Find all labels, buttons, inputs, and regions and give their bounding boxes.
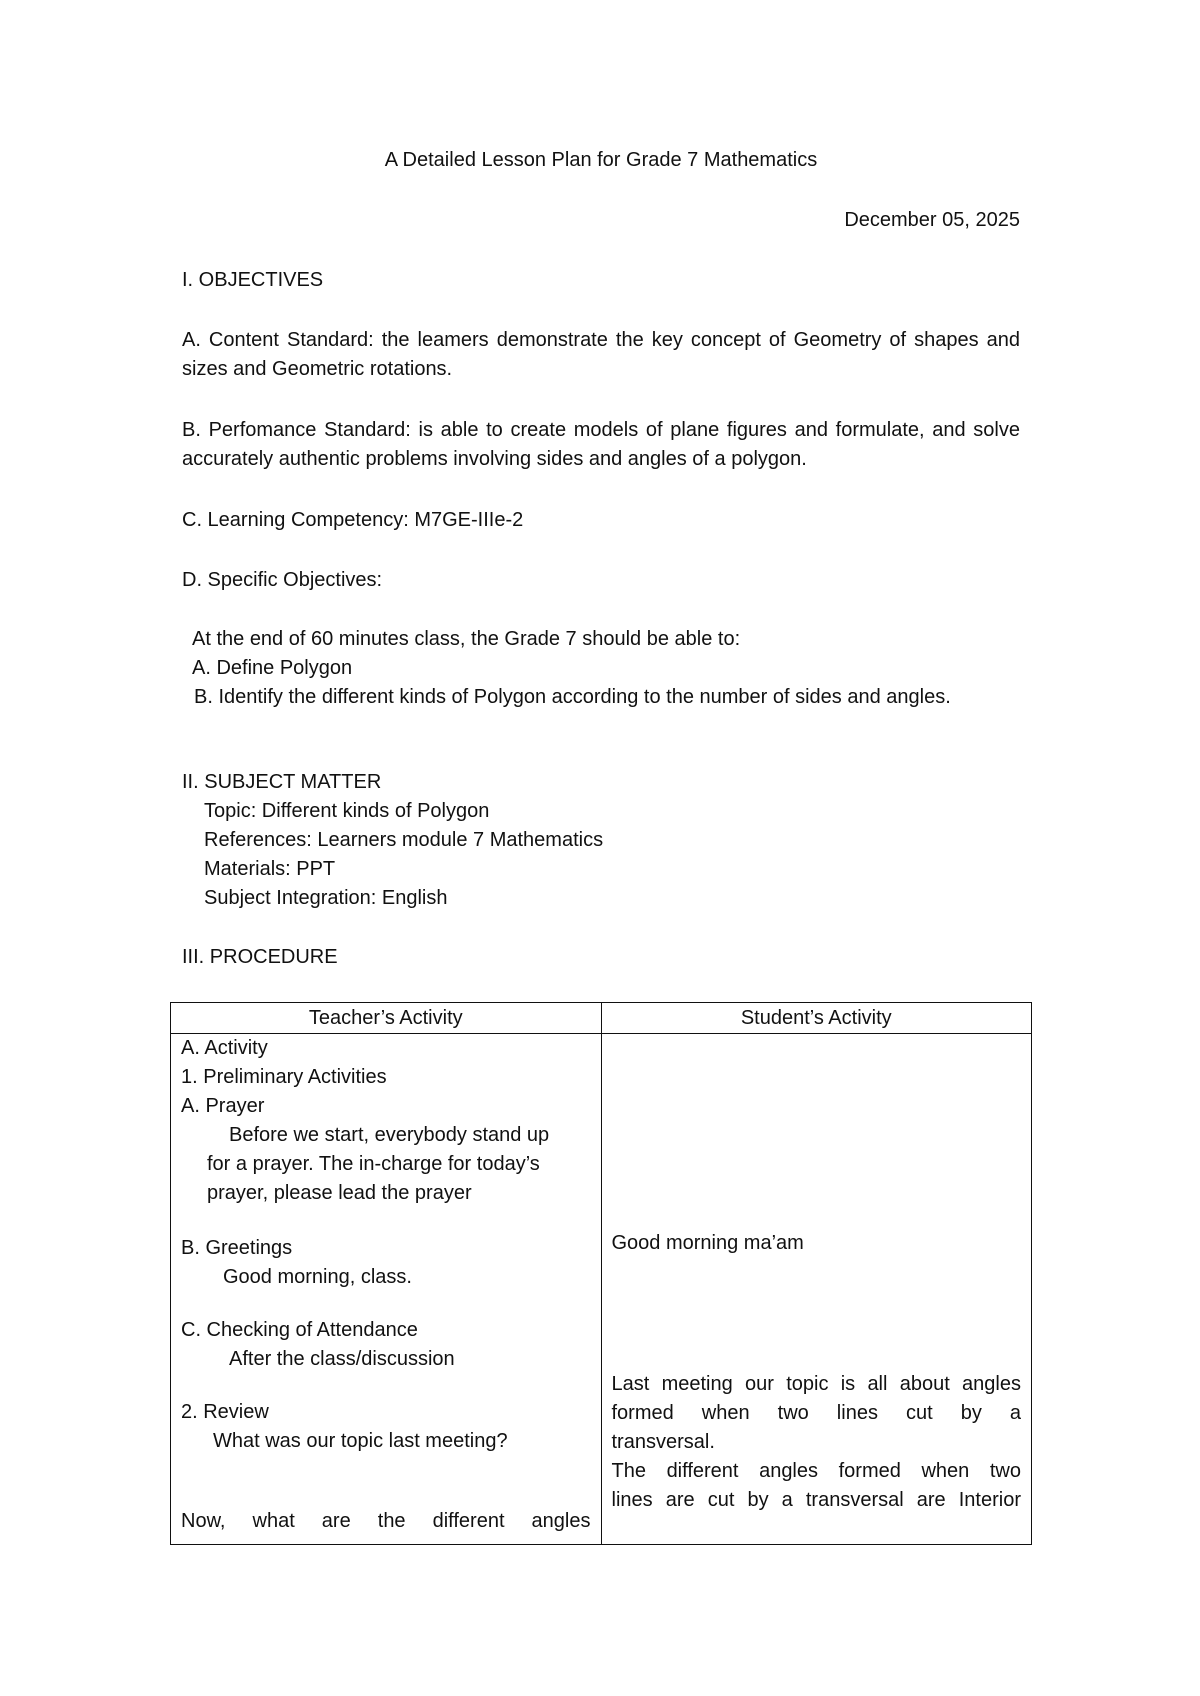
attendance-label: C. Checking of Attendance <box>181 1319 418 1341</box>
attendance-text: After the class/discussion <box>229 1348 455 1370</box>
subject-integration: Subject Integration: English <box>204 887 448 909</box>
procedure-table <box>170 1002 1032 1545</box>
student-activity-cell <box>601 1034 1032 1545</box>
review-label: 2. Review <box>181 1401 269 1423</box>
angles-answer-line2: lines are cut by a transversal are Interior <box>611 1489 1021 1511</box>
specific-objective-b: B. Identify the different kinds of Polygon according to the number of sides and angles. <box>194 686 951 708</box>
page-title: A Detailed Lesson Plan for Grade 7 Mathematics <box>384 149 818 171</box>
specific-objectives-heading: D. Specific Objectives: <box>182 569 383 591</box>
review-answer-line3: transversal. <box>611 1431 715 1453</box>
subject-references: References: Learners module 7 Mathematics <box>204 829 604 851</box>
review-answer-line2: formed when two lines cut by a <box>611 1402 1021 1424</box>
lesson-date: December 05, 2025 <box>844 209 1020 231</box>
greetings-label: B. Greetings <box>181 1237 293 1259</box>
angles-answer-line1: The different angles formed when two <box>611 1460 1021 1482</box>
teacher-activity-header: Teacher’s Activity <box>171 1003 602 1034</box>
activity-label: A. Activity <box>181 1037 268 1059</box>
subject-topic: Topic: Different kinds of Polygon <box>204 800 490 822</box>
preliminary-activities: 1. Preliminary Activities <box>181 1066 387 1088</box>
performance-standard: B. Perfomance Standard: is able to create models of plane figures and formulate, and solve accurately authentic problems involving sides and angles of a polygon. <box>182 419 1020 470</box>
angles-question: Now, what are the different angles <box>181 1510 591 1532</box>
prayer-text-line1: Before we start, everybody stand up <box>229 1124 550 1146</box>
student-activity-header: Student’s Activity <box>601 1003 1032 1034</box>
teacher-activity-cell <box>171 1034 602 1545</box>
specific-objectives-intro: At the end of 60 minutes class, the Grade 7 should be able to: <box>192 628 741 650</box>
learning-competency: C. Learning Competency: M7GE-IIIe-2 <box>182 509 524 531</box>
prayer-text-line2: for a prayer. The in-charge for today’s <box>207 1153 540 1175</box>
subject-materials: Materials: PPT <box>204 858 336 880</box>
subject-matter-heading: II. SUBJECT MATTER <box>182 771 382 793</box>
greetings-text: Good morning, class. <box>223 1266 412 1288</box>
objectives-heading: I. OBJECTIVES <box>182 269 324 291</box>
specific-objective-a: A. Define Polygon <box>192 657 353 679</box>
greeting-reply: Good morning ma’am <box>611 1232 804 1254</box>
prayer-label: A. Prayer <box>181 1095 265 1117</box>
table-row <box>171 1034 1032 1545</box>
content-standard: A. Content Standard: the leamers demonstrate the key concept of Geometry of shapes and sizes and Geometric rotations. <box>182 329 1020 380</box>
table-header-row <box>171 1003 1032 1034</box>
review-answer-line1: Last meeting our topic is all about angles <box>611 1373 1021 1395</box>
prayer-text-line3: prayer, please lead the prayer <box>207 1182 472 1204</box>
procedure-heading: III. PROCEDURE <box>182 946 338 968</box>
review-question: What was our topic last meeting? <box>213 1430 508 1452</box>
